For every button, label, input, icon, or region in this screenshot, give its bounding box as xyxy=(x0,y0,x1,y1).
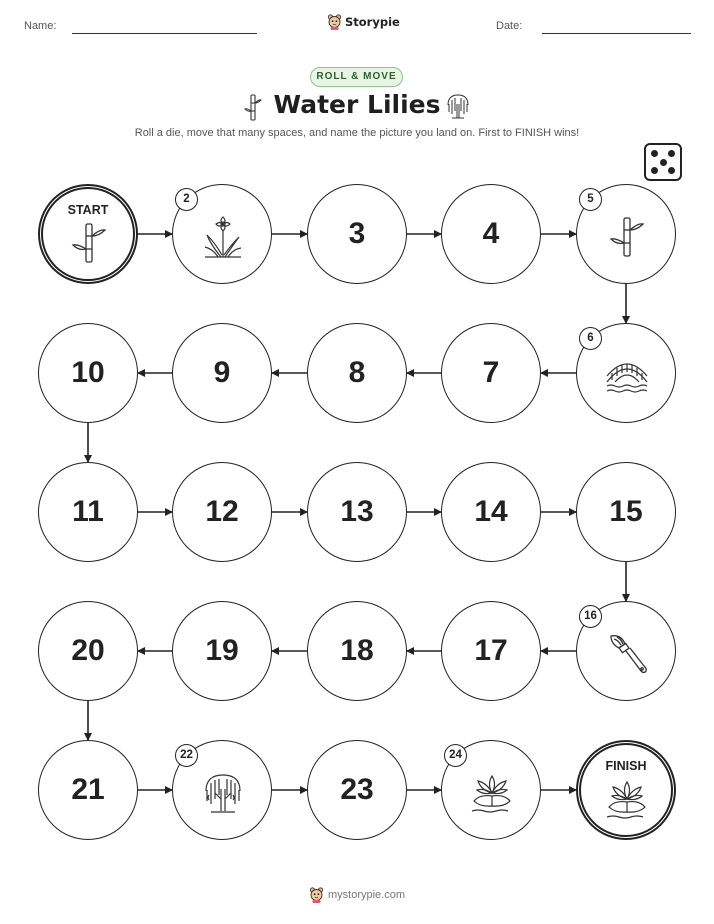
board-space-2 xyxy=(172,184,272,284)
game-type-badge: ROLL & MOVE xyxy=(310,67,403,87)
board-space-17 xyxy=(441,601,541,701)
space-number: 19 xyxy=(205,634,239,667)
water-lily-icon xyxy=(605,777,649,821)
space-number: 11 xyxy=(72,495,104,528)
bamboo-picture xyxy=(605,215,649,264)
start-space xyxy=(38,184,138,284)
board-space-9 xyxy=(172,323,272,423)
board-space-11 xyxy=(38,462,138,562)
instructions: Roll a die, move that many spaces, and name the picture you land on. First to FINISH wins! xyxy=(134,127,580,139)
board-space-19 xyxy=(172,601,272,701)
paintbrush-icon xyxy=(605,632,649,676)
space-number-tag: 22 xyxy=(175,744,198,767)
brand-name: Storypie xyxy=(345,15,400,29)
bamboo-icon xyxy=(67,221,111,265)
space-label: FINISH xyxy=(605,759,647,773)
space-number: 10 xyxy=(71,356,105,389)
board-space-12 xyxy=(172,462,272,562)
bridge-icon xyxy=(605,354,649,398)
willow-tree-picture xyxy=(201,771,245,820)
willow-tree-icon xyxy=(201,771,245,815)
board-space-4 xyxy=(441,184,541,284)
space-label: START xyxy=(67,203,109,217)
space-number: 15 xyxy=(609,495,643,528)
bridge-picture xyxy=(605,354,649,403)
bamboo-picture xyxy=(67,221,111,270)
bamboo-icon xyxy=(605,215,649,259)
space-number-tag: 24 xyxy=(444,744,467,767)
space-number: 17 xyxy=(474,634,508,667)
daffodil-icon xyxy=(201,215,245,259)
page-title: Water Lilies xyxy=(273,90,441,119)
board-space-14 xyxy=(441,462,541,562)
space-number-tag: 16 xyxy=(579,605,602,628)
board-space-18 xyxy=(307,601,407,701)
footer xyxy=(309,887,405,903)
board-space-24 xyxy=(441,740,541,840)
date-label: Date: xyxy=(496,20,523,32)
name-label: Name: xyxy=(24,20,57,32)
space-number-tag: 5 xyxy=(579,188,602,211)
daffodil-picture xyxy=(201,215,245,264)
space-number: 3 xyxy=(348,217,366,250)
board-space-23 xyxy=(307,740,407,840)
board-space-10 xyxy=(38,323,138,423)
space-number: 23 xyxy=(340,773,374,806)
board-space-20 xyxy=(38,601,138,701)
space-number: 4 xyxy=(482,217,500,250)
space-number: 18 xyxy=(340,634,374,667)
board-space-8 xyxy=(307,323,407,423)
space-number-tag: 2 xyxy=(175,188,198,211)
space-number: 20 xyxy=(71,634,105,667)
finish-space xyxy=(576,740,676,840)
board-space-7 xyxy=(441,323,541,423)
paintbrush-picture xyxy=(605,632,649,681)
space-number: 12 xyxy=(205,495,239,528)
space-number: 21 xyxy=(71,773,105,806)
storypie-mascot-icon xyxy=(309,887,324,903)
space-number: 7 xyxy=(482,356,500,389)
footer-url: mystorypie.com xyxy=(328,889,406,901)
space-number-tag: 6 xyxy=(579,327,602,350)
board-space-3 xyxy=(307,184,407,284)
water-lily-picture xyxy=(605,777,649,826)
board-space-22 xyxy=(172,740,272,840)
board-space-15 xyxy=(576,462,676,562)
board-space-13 xyxy=(307,462,407,562)
space-number: 14 xyxy=(474,495,508,528)
board-space-5 xyxy=(576,184,676,284)
water-lily-picture xyxy=(470,771,514,820)
water-lily-icon xyxy=(470,771,514,815)
board-space-6 xyxy=(576,323,676,423)
space-number: 8 xyxy=(348,356,366,389)
space-number: 13 xyxy=(340,495,374,528)
board-space-21 xyxy=(38,740,138,840)
board-space-16 xyxy=(576,601,676,701)
space-number: 9 xyxy=(213,356,231,389)
